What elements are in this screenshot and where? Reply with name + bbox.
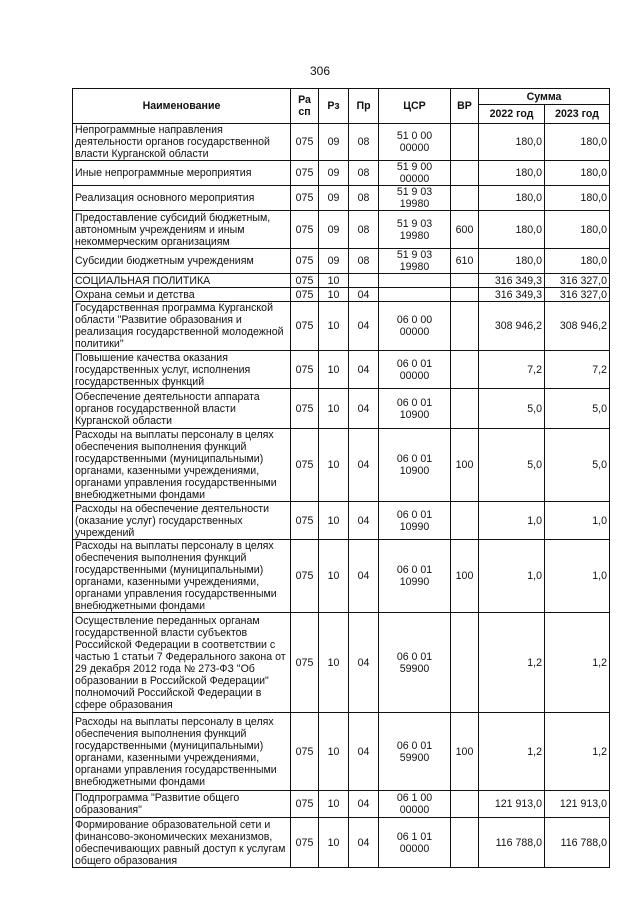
- table-row: [73, 818, 610, 868]
- row-sum-2022: 116 788,0: [479, 818, 545, 868]
- row-sum-2022: 121 913,0: [479, 791, 545, 818]
- row-sum-2023: 121 913,0: [545, 791, 610, 818]
- row-vr: [451, 124, 479, 161]
- row-pr: 04: [349, 389, 379, 429]
- header-name: Наименование: [73, 89, 291, 124]
- table-row: [73, 502, 610, 540]
- row-name: Повышение качества оказания государственных услуг, исполнения государственных функций: [73, 351, 291, 389]
- row-vr: [451, 288, 479, 302]
- row-vr: [451, 818, 479, 868]
- row-csr: [379, 288, 451, 302]
- row-pr: 08: [349, 186, 379, 211]
- row-sum-2022: 180,0: [479, 186, 545, 211]
- row-name: Осуществление переданных органам государственной власти субъектов Российской Федерации в соответствии с частью 1 статьи 7 Федерального закона от 29 декабря 2012 года № 273-ФЗ "Об образовании в Российской Федерации" полномочий Российской Федерации в сфере образования: [73, 613, 291, 713]
- row-rasp: 075: [291, 713, 319, 791]
- row-pr: 04: [349, 818, 379, 868]
- row-pr: 04: [349, 713, 379, 791]
- row-vr: [451, 161, 479, 186]
- row-sum-2022: 180,0: [479, 161, 545, 186]
- row-name: Расходы на выплаты персоналу в целях обеспечения выполнения функций государственными (муниципальными) органами, казенными учреждениями, органами управления государственными внебюджетными фондами: [73, 429, 291, 502]
- row-pr: 04: [349, 613, 379, 713]
- header-pr: Пр: [349, 89, 379, 124]
- row-pr: 04: [349, 791, 379, 818]
- row-sum-2022: 180,0: [479, 124, 545, 161]
- header-vr: ВР: [451, 89, 479, 124]
- row-name: Расходы на выплаты персоналу в целях обеспечения выполнения функций государственными (муниципальными) органами, казенными учреждениями, органами управления государственными внебюджетными фондами: [73, 713, 291, 791]
- row-csr: [379, 274, 451, 288]
- row-name: СОЦИАЛЬНАЯ ПОЛИТИКА: [73, 274, 291, 288]
- row-sum-2023: 7,2: [545, 351, 610, 389]
- header-sum: Сумма: [479, 89, 610, 105]
- row-rz: 09: [319, 211, 349, 249]
- row-csr: 06 0 01 10990: [379, 540, 451, 613]
- row-vr: 100: [451, 540, 479, 613]
- row-rasp: 075: [291, 186, 319, 211]
- row-csr: 06 1 01 00000: [379, 818, 451, 868]
- row-sum-2022: 1,0: [479, 502, 545, 540]
- row-csr: 06 0 00 00000: [379, 302, 451, 351]
- row-rz: 10: [319, 540, 349, 613]
- row-rasp: 075: [291, 351, 319, 389]
- header-rz: Рз: [319, 89, 349, 124]
- row-csr: 06 0 01 10900: [379, 429, 451, 502]
- row-sum-2023: 180,0: [545, 124, 610, 161]
- row-rasp: 075: [291, 124, 319, 161]
- row-rasp: 075: [291, 429, 319, 502]
- row-sum-2023: 180,0: [545, 249, 610, 274]
- row-rasp: 075: [291, 389, 319, 429]
- row-sum-2023: 308 946,2: [545, 302, 610, 351]
- row-csr: 51 9 03 19980: [379, 249, 451, 274]
- header-2023: 2023 год: [545, 105, 610, 124]
- row-rz: 10: [319, 818, 349, 868]
- row-rz: 10: [319, 713, 349, 791]
- row-rz: 10: [319, 502, 349, 540]
- row-rasp: 075: [291, 540, 319, 613]
- row-sum-2023: 180,0: [545, 211, 610, 249]
- row-rasp: 075: [291, 249, 319, 274]
- row-vr: [451, 302, 479, 351]
- table-row: [73, 161, 610, 186]
- row-rz: 10: [319, 288, 349, 302]
- row-vr: [451, 389, 479, 429]
- row-rasp: 075: [291, 502, 319, 540]
- row-sum-2023: 5,0: [545, 389, 610, 429]
- row-rasp: 075: [291, 211, 319, 249]
- table-row: [73, 791, 610, 818]
- row-rz: 10: [319, 791, 349, 818]
- row-sum-2023: 1,2: [545, 713, 610, 791]
- row-name: Государственная программа Курганской области "Развитие образования и реализация государственной молодежной политики": [73, 302, 291, 351]
- row-pr: 04: [349, 288, 379, 302]
- row-csr: 51 9 00 00000: [379, 161, 451, 186]
- row-name: Предоставление субсидий бюджетным, автономным учреждениям и иным некоммерческим организациям: [73, 211, 291, 249]
- row-vr: 610: [451, 249, 479, 274]
- header-csr: ЦСР: [379, 89, 451, 124]
- row-csr: 06 0 01 59900: [379, 713, 451, 791]
- table-row: [73, 389, 610, 429]
- row-pr: 04: [349, 302, 379, 351]
- row-name: Расходы на выплаты персоналу в целях обеспечения выполнения функций государственными (муниципальными) органами, казенными учреждениями, органами управления государственными внебюджетными фондами: [73, 540, 291, 613]
- row-sum-2023: 180,0: [545, 161, 610, 186]
- row-pr: 04: [349, 351, 379, 389]
- table-row: [73, 351, 610, 389]
- row-rz: 10: [319, 351, 349, 389]
- row-rz: 09: [319, 124, 349, 161]
- row-name: Подпрограмма "Развитие общего образования": [73, 791, 291, 818]
- row-rasp: 075: [291, 791, 319, 818]
- page-number: 306: [309, 64, 331, 78]
- row-vr: [451, 351, 479, 389]
- table-row: [73, 274, 610, 288]
- row-sum-2022: 5,0: [479, 429, 545, 502]
- row-vr: [451, 274, 479, 288]
- row-pr: 04: [349, 429, 379, 502]
- table-row: [73, 124, 610, 161]
- row-rasp: 075: [291, 161, 319, 186]
- row-sum-2022: 308 946,2: [479, 302, 545, 351]
- row-sum-2022: 316 349,3: [479, 288, 545, 302]
- row-sum-2023: 316 327,0: [545, 274, 610, 288]
- row-pr: 08: [349, 161, 379, 186]
- row-sum-2023: 180,0: [545, 186, 610, 211]
- row-csr: 51 9 03 19980: [379, 186, 451, 211]
- row-rz: 10: [319, 613, 349, 713]
- row-sum-2022: 7,2: [479, 351, 545, 389]
- row-vr: [451, 791, 479, 818]
- row-sum-2022: 5,0: [479, 389, 545, 429]
- row-name: Формирование образовательной сети и финансово-экономических механизмов, обеспечивающих равный доступ к услугам общего образования: [73, 818, 291, 868]
- budget-table: [72, 88, 610, 868]
- row-pr: 08: [349, 249, 379, 274]
- row-name: Расходы на обеспечение деятельности (оказание услуг) государственных учреждений: [73, 502, 291, 540]
- row-name: Реализация основного мероприятия: [73, 186, 291, 211]
- row-name: Охрана семьи и детства: [73, 288, 291, 302]
- row-csr: 06 0 01 10900: [379, 389, 451, 429]
- row-rasp: 075: [291, 274, 319, 288]
- row-vr: 100: [451, 429, 479, 502]
- row-vr: 100: [451, 713, 479, 791]
- table-row: [73, 211, 610, 249]
- row-pr: [349, 274, 379, 288]
- row-csr: 51 0 00 00000: [379, 124, 451, 161]
- row-sum-2022: 180,0: [479, 211, 545, 249]
- table-row: [73, 249, 610, 274]
- row-name: Иные непрограммные мероприятия: [73, 161, 291, 186]
- header-rasp: Ра сп: [291, 89, 319, 124]
- row-rz: 09: [319, 161, 349, 186]
- row-pr: 04: [349, 540, 379, 613]
- row-sum-2023: 316 327,0: [545, 288, 610, 302]
- row-sum-2022: 1,0: [479, 540, 545, 613]
- row-csr: 06 0 01 00000: [379, 351, 451, 389]
- row-sum-2023: 5,0: [545, 429, 610, 502]
- table-row: [73, 613, 610, 713]
- row-rasp: 075: [291, 288, 319, 302]
- row-rasp: 075: [291, 302, 319, 351]
- table-row: [73, 186, 610, 211]
- table-row: [73, 713, 610, 791]
- table-row: [73, 429, 610, 502]
- row-sum-2023: 1,0: [545, 540, 610, 613]
- row-rz: 10: [319, 302, 349, 351]
- row-vr: 600: [451, 211, 479, 249]
- row-sum-2022: 1,2: [479, 613, 545, 713]
- row-sum-2023: 1,0: [545, 502, 610, 540]
- row-rasp: 075: [291, 613, 319, 713]
- row-rz: 10: [319, 274, 349, 288]
- row-vr: [451, 613, 479, 713]
- row-csr: 06 0 01 59900: [379, 613, 451, 713]
- row-csr: 06 0 01 10990: [379, 502, 451, 540]
- row-sum-2023: 1,2: [545, 613, 610, 713]
- row-rz: 09: [319, 186, 349, 211]
- row-rz: 10: [319, 429, 349, 502]
- table-row: [73, 540, 610, 613]
- row-sum-2022: 1,2: [479, 713, 545, 791]
- row-name: Обеспечение деятельности аппарата органов государственной власти Курганской области: [73, 389, 291, 429]
- header-2022: 2022 год: [479, 105, 545, 124]
- row-pr: 04: [349, 502, 379, 540]
- row-vr: [451, 502, 479, 540]
- row-pr: 08: [349, 124, 379, 161]
- row-name: Непрограммные направления деятельности органов государственной власти Курганской области: [73, 124, 291, 161]
- table-row: [73, 288, 610, 302]
- row-csr: 06 1 00 00000: [379, 791, 451, 818]
- row-rasp: 075: [291, 818, 319, 868]
- row-vr: [451, 186, 479, 211]
- row-rz: 10: [319, 389, 349, 429]
- row-rz: 09: [319, 249, 349, 274]
- row-sum-2022: 316 349,3: [479, 274, 545, 288]
- row-sum-2022: 180,0: [479, 249, 545, 274]
- row-sum-2023: 116 788,0: [545, 818, 610, 868]
- row-pr: 08: [349, 211, 379, 249]
- row-csr: 51 9 03 19980: [379, 211, 451, 249]
- row-name: Субсидии бюджетным учреждениям: [73, 249, 291, 274]
- table-row: [73, 302, 610, 351]
